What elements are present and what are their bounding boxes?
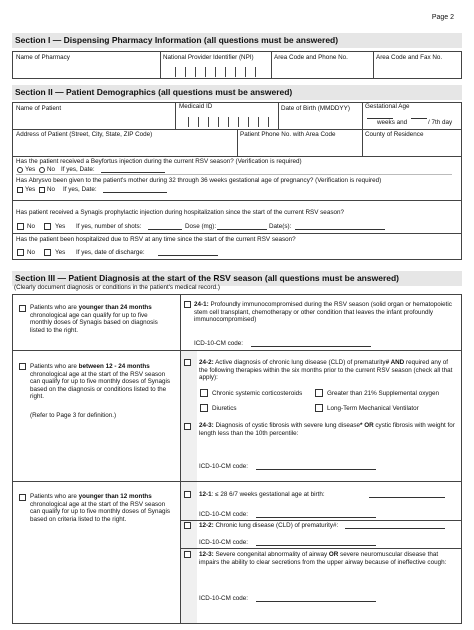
patient-phone-label: Patient Phone No. with Area Code bbox=[240, 131, 336, 138]
section-2-title: Section II — Patient Demographics (all questions must be answered) bbox=[12, 85, 462, 100]
dx-12-1-input[interactable] bbox=[369, 497, 445, 498]
medicaid-id-label: Medicaid ID bbox=[179, 103, 213, 110]
beyfortus-no-radio[interactable] bbox=[39, 167, 45, 173]
dx-12-3-text: 12-3: Severe congenital abnormality of airway OR severe neuromuscular disease that impairs the ability to clear secretions from the upper airway because of ineffective cough: bbox=[199, 551, 447, 566]
patient-name-label: Name of Patient bbox=[16, 105, 62, 112]
dx-12-3-icd-input[interactable] bbox=[256, 601, 376, 602]
synagis-shots-input[interactable] bbox=[148, 229, 182, 230]
under-12-months-text: Patients who are younger than 12 months chronological age at the start of the RSV season can qualify for up to five monthly doses of Synagis based on criteria listed to the right. bbox=[30, 493, 171, 523]
dx-24-1-icd-input[interactable] bbox=[251, 346, 371, 347]
dx-24-1-checkbox[interactable] bbox=[184, 301, 191, 308]
abrysvo-yes-checkbox[interactable] bbox=[17, 187, 23, 193]
beyfortus-yes-label: Yes bbox=[25, 166, 36, 173]
gest-days-input[interactable] bbox=[411, 118, 427, 119]
section-3-subtitle: (Clearly document diagnosis or conditions in the patient's medical record.) bbox=[14, 284, 220, 291]
dx-12-1-icd-input[interactable] bbox=[256, 517, 376, 518]
synagis-question: Has patient received a Synagis prophylactic injection during hospitalization since the start of the current RSV season? bbox=[16, 209, 344, 216]
synagis-no-checkbox[interactable] bbox=[17, 223, 24, 230]
diagnosis-table bbox=[12, 294, 462, 624]
cortico-checkbox[interactable] bbox=[200, 389, 208, 397]
12-24-months-text: Patients who are between 12 - 24 months chronological age at the start of the RSV season can qualify for up to five monthly doses of Synagis based on the diagnosis or conditions listed to the right. bbox=[30, 363, 171, 401]
beyfortus-date-label: If yes, Date: bbox=[61, 166, 95, 173]
beyfortus-date-input[interactable] bbox=[101, 172, 165, 173]
oxygen-checkbox[interactable] bbox=[315, 389, 323, 397]
hospitalized-no-label: No bbox=[27, 249, 36, 256]
synagis-dose-input[interactable] bbox=[217, 229, 267, 230]
abrysvo-date-label: If yes, Date: bbox=[63, 186, 97, 193]
dx-12-1-text: 12-1: ≤ 28 6/7 weeks gestational age at birth: bbox=[199, 491, 325, 498]
section-3-title: Section III — Patient Diagnosis at the start of the RSV season (all questions must be answered) bbox=[12, 271, 462, 286]
abrysvo-no-label: No bbox=[47, 186, 56, 193]
patient-demographics-table bbox=[12, 102, 462, 260]
discharge-date-label: If yes, date of discharge: bbox=[76, 249, 145, 256]
diuretics-label: Diuretics bbox=[212, 405, 237, 412]
dx-12-1-checkbox[interactable] bbox=[184, 491, 191, 498]
synagis-yes-label: Yes bbox=[55, 223, 66, 230]
dx-24-1-text: 24-1: Profoundly immunocompromised during the RSV season (solid organ or hematopoietic stem cell transplant, chemotherapy or other condition that leaves the infant profoundly immunocompromised) bbox=[194, 301, 452, 324]
dx-24-3-icd-input[interactable] bbox=[256, 469, 376, 470]
pharmacy-phone-label: Area Code and Phone No. bbox=[274, 54, 348, 61]
medicaid-id-input[interactable] bbox=[179, 111, 275, 128]
under-12-months-checkbox[interactable] bbox=[19, 494, 26, 501]
beyfortus-no-label: No bbox=[47, 166, 56, 173]
hospitalized-no-checkbox[interactable] bbox=[17, 249, 24, 256]
ventilator-label: Long-Term Mechanical Ventilator bbox=[327, 405, 419, 412]
abrysvo-date-input[interactable] bbox=[103, 192, 167, 193]
dx-12-3-icd-label: ICD-10-CM code: bbox=[199, 595, 248, 602]
beyfortus-question: Has the patient received a Beyfortus injection during the current RSV season? (Verification is required) bbox=[16, 158, 302, 165]
seventh-day-label: / 7th day bbox=[428, 119, 453, 126]
address-label: Address of Patient (Street, City, State, ZIP Code) bbox=[16, 131, 153, 138]
synagis-dates-label: Date(s): bbox=[269, 223, 292, 230]
dx-24-2-text: 24-2: Active diagnosis of chronic lung disease (CLD) of prematurity# AND required any of the following therapies within the six months prior to the current RSV season (check all that apply): bbox=[199, 359, 453, 382]
dx-12-3-checkbox[interactable] bbox=[184, 551, 191, 558]
hospitalized-yes-label: Yes bbox=[55, 249, 66, 256]
dx-24-3-icd-label: ICD-10-CM code: bbox=[199, 463, 248, 470]
pharmacy-name-label: Name of Pharmacy bbox=[16, 54, 70, 61]
oxygen-label: Greater than 21% Supplemental oxygen bbox=[327, 390, 440, 397]
synagis-no-label: No bbox=[27, 223, 36, 230]
dx-24-3-text: 24-3: Diagnosis of cystic fibrosis with severe lung disease* OR cystic fibrosis with weight for length less than the 10th percentile: bbox=[199, 422, 455, 437]
dx-24-2-checkbox[interactable] bbox=[184, 359, 191, 366]
dx-12-1-icd-label: ICD-10-CM code: bbox=[199, 511, 248, 518]
page-number: Page 2 bbox=[431, 14, 454, 21]
dob-label: Date of Birth (MMDDYY) bbox=[281, 105, 350, 112]
discharge-date-input[interactable] bbox=[158, 255, 218, 256]
dx-24-3-checkbox[interactable] bbox=[184, 423, 191, 430]
pharmacy-info-table bbox=[12, 51, 462, 79]
synagis-yes-checkbox[interactable] bbox=[44, 223, 51, 230]
gestational-age-label: Gestational Age bbox=[365, 103, 410, 110]
beyfortus-yes-radio[interactable] bbox=[17, 167, 23, 173]
abrysvo-no-checkbox[interactable] bbox=[39, 187, 45, 193]
dx-12-2-icd-label: ICD-10-CM code: bbox=[199, 539, 248, 546]
diuretics-checkbox[interactable] bbox=[200, 404, 208, 412]
dx-12-2-input[interactable] bbox=[345, 528, 445, 529]
ventilator-checkbox[interactable] bbox=[315, 404, 323, 412]
npi-input[interactable] bbox=[165, 63, 267, 77]
dx-12-2-icd-input[interactable] bbox=[256, 545, 376, 546]
abrysvo-question: Has Abrysvo been given to the patient's mother during 32 through 36 weeks gestational age of pregnancy? (Verification is required) bbox=[16, 177, 382, 184]
section-1-title: Section I — Dispensing Pharmacy Information (all questions must be answered) bbox=[12, 33, 462, 48]
weeks-and-label: weeks and bbox=[377, 119, 408, 126]
refer-page-3-note: (Refer to Page 3 for definition.) bbox=[30, 412, 117, 419]
dx-12-2-text: 12-2: Chronic lung disease (CLD) of prematurity#: bbox=[199, 522, 339, 529]
synagis-shots-label: If yes, number of shots: bbox=[76, 223, 142, 230]
pharmacy-fax-label: Area Code and Fax No. bbox=[376, 54, 443, 61]
hospitalized-yes-checkbox[interactable] bbox=[44, 249, 51, 256]
cortico-label: Chronic systemic corticosteroids bbox=[212, 390, 303, 397]
dx-12-2-checkbox[interactable] bbox=[184, 522, 191, 529]
dx-24-1-icd-label: ICD-10-CM code: bbox=[194, 340, 243, 347]
county-label: County of Residence bbox=[365, 131, 424, 138]
npi-label: National Provider Identifier (NPI) bbox=[163, 54, 254, 61]
under-24-months-text: Patients who are younger than 24 months chronological age can qualify for up to five monthly doses of Synagis based on diagnosis listed to the right. bbox=[30, 304, 158, 334]
abrysvo-yes-label: Yes bbox=[25, 186, 36, 193]
hospitalized-question: Has the patient been hospitalized due to RSV at any time since the start of the current RSV season? bbox=[16, 236, 296, 243]
synagis-dose-label: Dose (mg): bbox=[185, 223, 217, 230]
under-24-months-checkbox[interactable] bbox=[19, 305, 26, 312]
12-24-months-checkbox[interactable] bbox=[19, 363, 26, 370]
synagis-dates-input[interactable] bbox=[295, 229, 385, 230]
